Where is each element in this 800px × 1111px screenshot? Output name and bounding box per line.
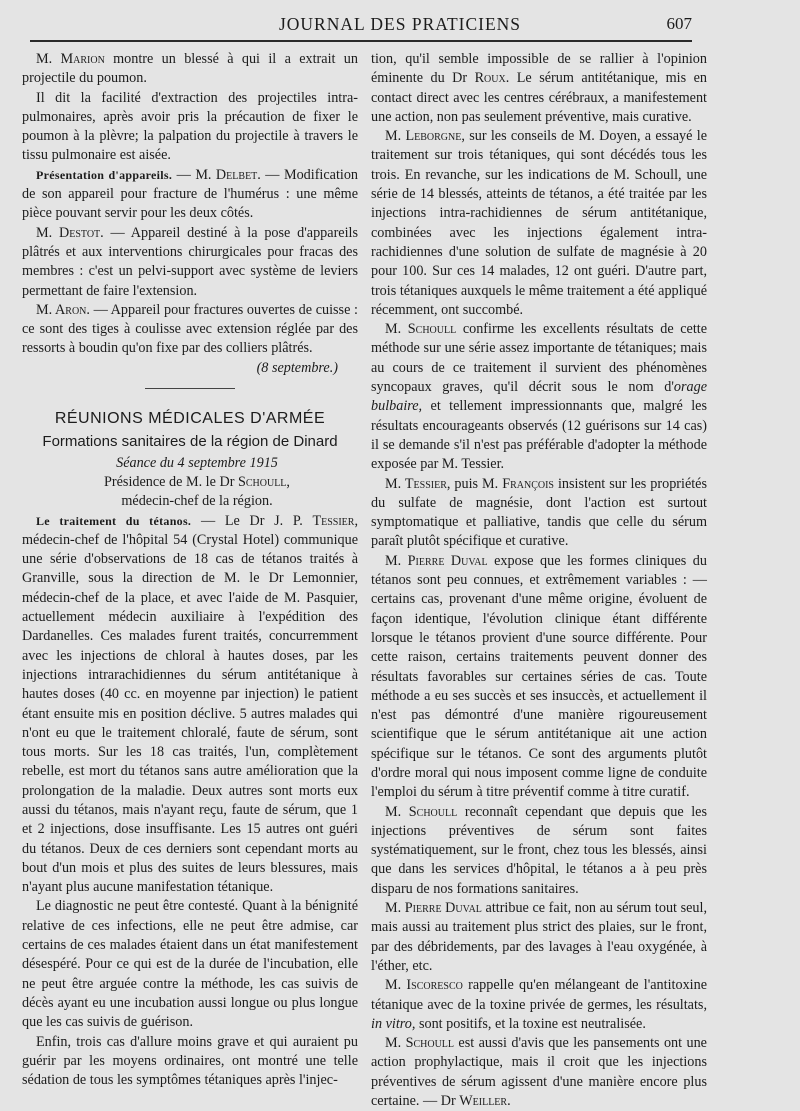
paragraph-text: — Appareil destiné à la pose d'appareils plâtrés et aux interventions chirurgicales pour fracas des membres : c'est un pelvi-support avec système de leviers permettant de faire l'extension. [22, 224, 358, 299]
paragraph [371, 552, 707, 803]
paragraph-text: confirme les excellents résultats de cette méthode sur une série assez importante de tétaniques; mais au cours de ce traitement il survient des phénomènes syncopaux graves, qu'il décrit sous le nom d' [371, 321, 707, 396]
paragraph [371, 976, 707, 1034]
page-number: 607 [666, 14, 692, 33]
paragraph [371, 127, 707, 320]
president-name: Schoull, [237, 473, 290, 490]
paragraph [22, 301, 358, 359]
paragraph-text: sont positifs, et la toxine est neutralisée. [415, 1015, 646, 1032]
speaker-name: M. Destot. [36, 224, 104, 241]
paragraph-text: — Le Dr J. P. [191, 512, 313, 529]
paragraph: Présentation d'appareils. — M. Delbet. — Modification de son appareil pour fracture de l'humérus : une même pièce pouvant servir pour les deux côtés. [22, 166, 359, 222]
paragraph-text: sur les conseils de M. Doyen, a essayé le traitement sur trois tétaniques, qui sont décédés tous les trois. En revanche, sur les indications de M. Schoull, une série de 14 blessés, atteints de tétanos, a été traitée par les injections intra-rachidiennes de sérum antitétanique, combinées avec les injections également intra-rachidiennes d'une solution de sulfate de magnésie à 20 pour 100. Sur ces 14 malades, 12 ont guéri. D'autre part, trois tétaniques auxquels le même traitement a été appliqué récemment, ont succombé. [371, 128, 707, 318]
speaker-name: M. Tessier, [385, 475, 451, 492]
paragraph [22, 1033, 358, 1091]
left-column [22, 50, 358, 1090]
journal-title: JOURNAL DES PRATICIENS [278, 14, 522, 34]
speaker-name: M. Schoull [385, 1035, 455, 1052]
paragraph [22, 89, 358, 166]
speaker-name: M. Pierre Duval [385, 900, 482, 917]
run-in-heading: Présentation d'appareils. [36, 167, 173, 182]
right-column [371, 50, 707, 1111]
run-in-heading: Le traitement du tétanos. [36, 513, 192, 528]
speaker-name: M. Leborgne, [385, 128, 465, 145]
paragraph-text: — Appareil pour fractures ouvertes de cuisse : ce sont des tiges à coulisse avec extension réglée par des ressorts à boudin qu'on fixe par des colliers plâtrés. [22, 301, 358, 357]
paragraph-text: Enfin, trois cas d'allure moins grave et qui auraient pu guérir par les moyens ordinaires, ont montré une telle sédation de tous les symptômes tétaniques après l'injec- [22, 1033, 358, 1089]
presidency-text: Présidence de M. le Dr [104, 473, 238, 490]
paragraph-text: insistent sur les propriétés du sulfate de magnésie, dont l'action est surtout symptomatique et palliative, tandis que celle du sérum paraît plutôt spécifique et curative. [371, 475, 708, 550]
paragraph-text: est aussi d'avis que les pansements ont une action prophylactique, mais il croit que les injections préventives de sérum agissent d'une manière encore plus certaine. — Dr [371, 1035, 707, 1110]
speaker-name: Tessier, [312, 512, 359, 529]
session-date: Séance du 4 septembre 1915 [116, 454, 278, 471]
paragraph [371, 899, 707, 976]
speaker-name: M. Schoull [385, 321, 457, 338]
date-signoff: (8 septembre.) [256, 359, 338, 376]
paragraph-text: Le diagnostic ne peut être contesté. Quant à la bénignité relative de ces infections, elle ne peut être admise, car certains de ces malades étaient dans un état manifestement désespéré. Pour ce qui est de la durée de l'incubation, elle ne peut être arguée contre la méthode, les cas suivis de décès ayant eu une incubation aussi longue ou plus longue que les cas suivis de guérison. [22, 898, 358, 1031]
author-signature: Weiller. [459, 1093, 511, 1110]
speaker-name: M. Iscoresco [385, 977, 463, 994]
section-divider [145, 388, 235, 389]
paragraph [22, 897, 358, 1032]
presidency-role: médecin-chef de la région. [121, 493, 273, 510]
emphasis-text: in vitro, [371, 1015, 416, 1032]
paragraph-text: attribue ce fait, non au sérum tout seul, mais aussi au traitement plus strict des plaies, sur le front, par des débridements, par des lavages à l'eau oxygénée, à l'éther, etc. [371, 900, 707, 974]
paragraph-text: tion, qu'il semble impossible de se rallier à l'opinion éminente du Dr [371, 51, 707, 87]
section-title: RÉUNIONS MÉDICALES D'ARMÉE [54, 410, 326, 428]
speaker-name: M. Pierre Duval [385, 552, 488, 569]
paragraph [371, 475, 707, 552]
presidency-line [22, 473, 358, 492]
speaker-name: François [502, 475, 554, 492]
paragraph-text: puis M. [450, 475, 503, 492]
speaker-name: M. Aron. [36, 301, 90, 318]
emphasis-text: orage bulbaire, [371, 379, 707, 415]
paragraph-text: montre un blessé à qui il a extrait un projectile du poumon. [22, 51, 358, 87]
paragraph [371, 320, 707, 474]
paragraph-text: expose que les formes cliniques du tétanos sont peu connues, et extrêmement variables : — certains cas, provenant d'une même origine, évoluent de façon identique, l'évolution clinique étant différente lorsque le tétanos provient d'une source différente. Pour cette raison, certains traitements peuvent donner des résultats favorables sur certaines séries de cas. Toute méthode a eu ses succès et ses insuccès, et actuellement il n'est pas démontré d'une manière rigoureusement scientifique que le sérum antitétanique ait une action spécifique sur le tétanos. Ce sont des arguments plutôt d'ordre moral qui nous imposent comme ligne de conduite l'emploi du sérum à titre préventif comme à titre curatif. [371, 552, 707, 801]
paragraph [371, 50, 707, 127]
paragraph-text: et tellement impressionnants que, malgré les résultats encourageants observés (12 guérisons sur 14 cas) il se demande s'il n'est pas préférable d'adopter la méthode exposée par M. Tessier. [371, 398, 707, 473]
person-name: Roux. [474, 70, 510, 87]
paragraph-text: reconnaît cependant que depuis que les injections préventives de sérum sont faites systématiquement, sur le front, chez tous les blessés, ainsi que dans les services d'hôpital, le tétanos a à peu près disparu de nos formations sanitaires. [371, 803, 708, 897]
speaker-name: M. Delbet. [195, 166, 261, 183]
paragraph [371, 803, 707, 899]
paragraph-text: Il dit la facilité d'extraction des projectiles intra-pulmonaires, après avoir pris la précaution de fixer le poumon à la plèvre; la palpation du projectile à travers le tissu pulmonaire est aisée. [22, 89, 358, 164]
paragraph-text: Le sérum antitétanique, mis en contact direct avec les centres cérébraux, a manifestement une action, non pas seulement préventive, mais curative. [371, 70, 708, 125]
paragraph-text: — Modification de son appareil pour fracture de l'humérus : une même pièce pouvant servir pour les deux côtés. [22, 166, 359, 222]
speaker-name: M. Marion [36, 51, 105, 67]
speaker-name: M. Schoull [385, 803, 458, 820]
paragraph-text: rappelle qu'en mélangeant de l'antitoxine tétanique avec de la toxine privée de germes, les résultats, [371, 977, 707, 1013]
paragraph [22, 50, 358, 89]
paragraph-text: médecin-chef de l'hôpital 54 (Crystal Hotel) communique une série d'observations de 18 cas de tétanos traités à Granville, sous la direction de M. le Dr Lemonnier, médecin-chef de la place, et avec l'aide de M. Pasquier, actuellement médecin auxiliaire à l'expédition des Dardanelles. Ces malades furent traités, concurremment avec les injections de chloral à hautes doses, par les injections intrarachidiennes du sérum antitétanique à hautes doses (40 cc. en moyenne par injection) le patient étant ensuite mis en position déclive. 5 autres malades qui n'ont eu que le traitement chloralé, faute de sérum, sont tous morts. Sur les 18 cas traités, l'un, complètement rebelle, est mort du tétanos sans autre amélioration que la prolongation de la maladie. Deux autres sont morts eux aussi du tétanos, mais n'ayant reçu, faute de sérum, que 1 et 2 injections, dose insuffisante. Les 15 autres ont guéri du tétanos. Deux de ces derniers sont cependant morts au bout d'un mois et plus des suites de leurs blessures, mais n'ayant plus aucune manifestation tétanique. [22, 531, 358, 896]
header-rule [30, 40, 692, 42]
subsection-title: Formations sanitaires de la région de Dinard [42, 433, 338, 451]
paragraph [22, 512, 358, 898]
page-header [0, 0, 800, 44]
paragraph [371, 1034, 707, 1111]
paragraph [22, 224, 358, 301]
